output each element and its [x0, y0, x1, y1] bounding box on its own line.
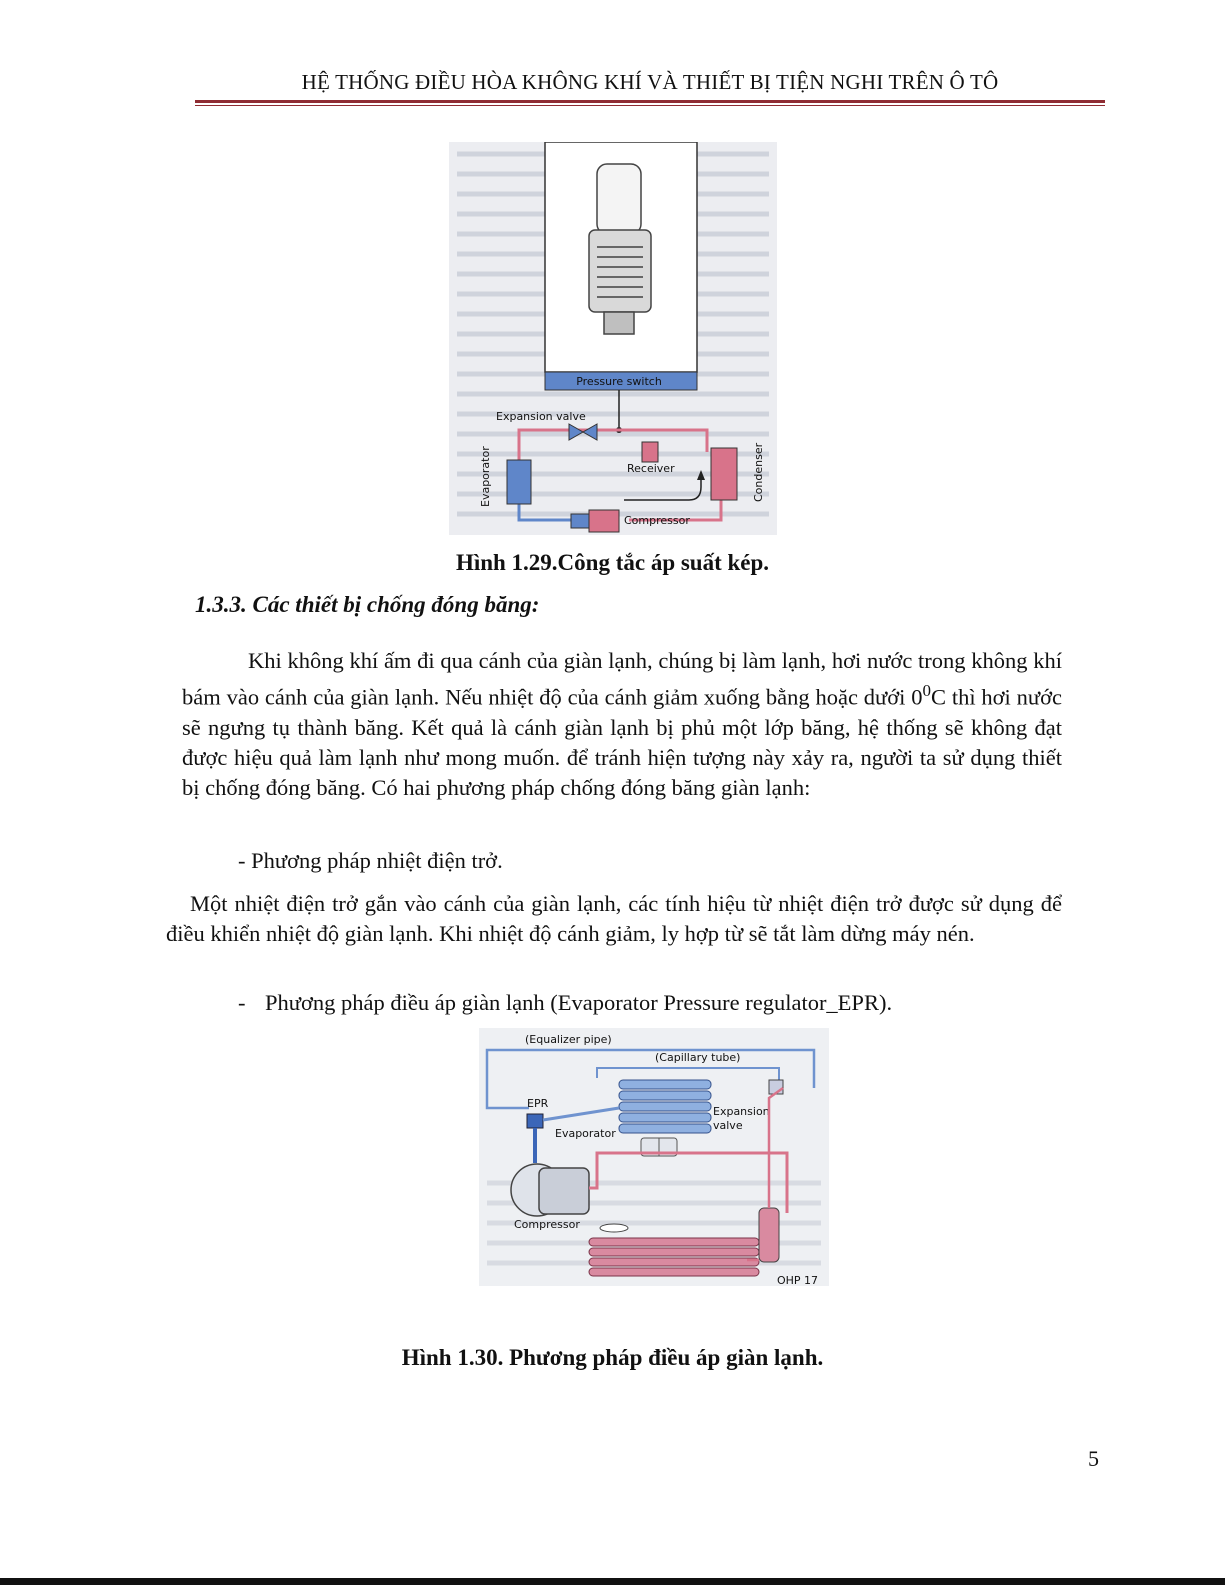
figure-2-caption: Hình 1.30. Phương pháp điều áp giàn lạnh.	[401, 1345, 824, 1370]
label-compressor: Compressor	[624, 514, 690, 527]
dual-pressure-switch-diagram	[449, 142, 777, 535]
epr-diagram	[479, 1028, 829, 1286]
page-number: 5	[1088, 1446, 1099, 1471]
label-equalizer-pipe: (Equalizer pipe)	[525, 1033, 612, 1046]
paragraph-thermistor	[166, 889, 1062, 949]
paragraph-2-text: Một nhiệt điện trở gắn vào cánh của giàn lạnh, các tính hiệu từ nhiệt điện trở được sử dụng để điều khiển nhiệt độ giàn lạnh. Khi nhiệt độ cánh giảm, ly hợp từ sẽ tắt làm dừng máy nén.	[166, 891, 1062, 946]
page-header-title: HỆ THỐNG ĐIỀU HÒA KHÔNG KHÍ VÀ THIẾT BỊ TIỆN NGHI TRÊN Ô TÔ	[301, 70, 999, 94]
bullet-thermistor-method: - Phương pháp nhiệt điện trở.	[238, 848, 503, 873]
label-ohp: OHP 17	[777, 1274, 819, 1286]
paragraph-1-text-a: Khi không khí ấm đi qua cánh của giàn lạnh, chúng bị làm lạnh, hơi nước trong không khí bám vào cánh của giàn lạnh. Nếu nhiệt độ của cánh giảm xuống bằng hoặc dưới 0	[182, 648, 1062, 710]
label-epr: EPR	[527, 1097, 549, 1110]
label-capillary-tube: (Capillary tube)	[655, 1051, 741, 1064]
paragraph-1-text-b: C thì hơi nước sẽ ngưng tụ thành băng. Kết quả là cánh giàn lạnh bị phủ một lớp băng, hệ thống sẽ không đạt được hiệu quả làm lạnh như mong muốn. để tránh hiện tượng này xảy ra, người ta sử dụng thiết bị chống đóng băng. Có hai phương pháp chống đóng băng giàn lạnh:	[182, 684, 1062, 800]
label-expansion-valve: Expansion valve	[496, 410, 586, 423]
bullet-epr-text: Phương pháp điều áp giàn lạnh (Evaporator Pressure regulator_EPR).	[265, 990, 893, 1015]
bullet-dash: -	[238, 990, 246, 1015]
label-evaporator-2: Evaporator	[555, 1127, 616, 1140]
section-heading: 1.3.3. Các thiết bị chống đóng băng:	[195, 592, 540, 617]
header-divider	[195, 100, 1105, 106]
bullet-epr-method	[238, 990, 892, 1016]
label-pressure-switch: Pressure switch	[576, 375, 662, 388]
bottom-border	[0, 1578, 1225, 1585]
figure-epr-method	[479, 1028, 829, 1286]
label-receiver: Receiver	[627, 462, 675, 475]
label-valve: valve	[713, 1119, 743, 1132]
paragraph-freezing-intro	[182, 646, 1062, 803]
superscript-zero: 0	[922, 681, 931, 700]
label-compressor-2: Compressor	[514, 1218, 580, 1231]
figure-1-caption: Hình 1.29.Công tắc áp suất kép.	[455, 550, 770, 575]
label-condenser: Condenser	[752, 442, 765, 502]
label-evaporator: Evaporator	[479, 446, 492, 507]
label-expansion: Expansion	[713, 1105, 770, 1118]
figure-dual-pressure-switch	[449, 142, 777, 535]
